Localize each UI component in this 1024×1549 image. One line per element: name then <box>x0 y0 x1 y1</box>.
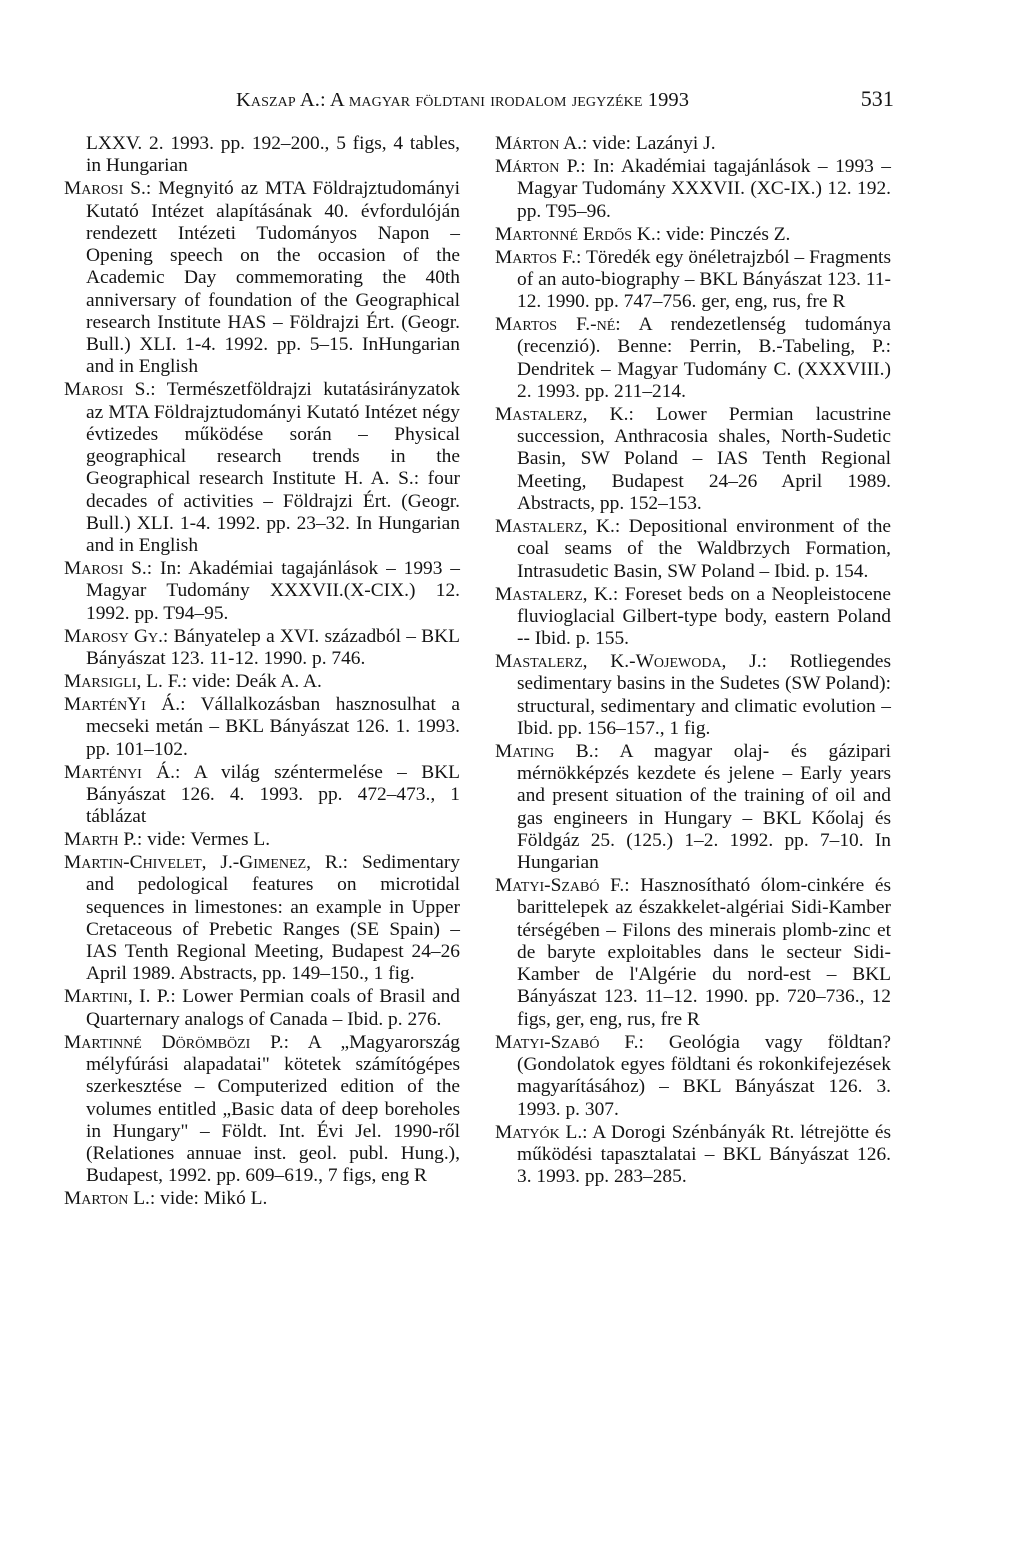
bibliography-entry: Márton P.: In: Akadémiai tagajánlások – 1993 – Magyar Tudomány XXXVII. (XC-IX.) 12. 192. pp. T95–96. <box>495 156 891 222</box>
bibliography-entry: Marosi S.: In: Akadémiai tagajánlások – 1993 – Magyar Tudomány XXXVII.(X-CIX.) 12. 1992. pp. T94–95. <box>64 558 460 624</box>
bibliography-entry: Matyi-Szabó F.: Hasznosítható ólom-cinkére és baritteleрek az északkelet-algériai Sidi-Kamber térségében – Filons des minerais plomb-zinc et de baryte exploitables dans le secteur Sidi-Kamber de l'Algérie du nord-est – BKL Bányászat 123. 11–12. 1990. pp. 720–736., 12 figs, ger, eng, rus, fre R <box>495 875 891 1030</box>
bibliography-entry: Mastalerz, K.: Depositional environment of the coal seams of the Waldbrzych Formation, Intrasudetic Basin, SW Poland – Ibid. p. 154. <box>495 516 891 582</box>
bibliography-entry: Matyók L.: A Dorogi Szénbányák Rt. létrejötte és működési tapasztalatai – BKL Bányászat 126. 3. 1993. pp. 283–285. <box>495 1121 891 1188</box>
bibliography-entry: Martini, I. P.: Lower Permian coals of Brasil and Quarternary analogs of Canada – Ibid. p. 276. <box>64 986 460 1030</box>
bibliography-entry: Martinné Dörömbözi P.: A „Magyarország mélyfúrási alapadatai" kötetek számítógépes szerkesztése – Computerized edition of the volumes entitled „Basic data of deep boreholes in Hungary" – Földt. Int. Évi Jel. 1990-ről (Relationes annuae inst. geol. publ. Hung.), Budapest, 1992. pp. 609–619., 7 figs, eng R <box>64 1031 461 1187</box>
bibliography-entry: Marsigli, L. F.: vide: Deák A. A. <box>64 670 322 692</box>
bibliography-entry: Mastalerz, K.: Foreset beds on a Neopleistocene fluvioglacial Gilbert-type body, eastern Poland -- Ibid. p. 155. <box>495 583 891 650</box>
bibliography-entry: Márton A.: vide: Lazányi J. <box>495 133 716 154</box>
bibliography-entry: Martos F.-né: A rendezetlenség tudománya (recenzió). Benne: Perrin, B.-Tabeling, P.: Dendritek – Magyar Tudomány C. (XXXVIII.) 2. 1993. pp. 211–214. <box>495 314 891 402</box>
bibliography-entry: Matyi-Szabó F.: Geológia vagy földtan? (Gondolatok egyes földtani és rokonkifejezések magyarításához) – BKL Bányászat 126. 3. 1993. p. 307. <box>495 1031 891 1120</box>
bibliography-entry: LXXV. 2. 1993. pp. 192–200., 5 figs, 4 tables, in Hungarian <box>86 133 460 177</box>
running-head <box>64 86 894 112</box>
bibliography-entry: MarténYi Á.: Vállalkozásban hasznosulhat a mecseki metán – BKL Bányászat 126. 1. 1993. pp. 101–102. <box>64 694 460 760</box>
bibliography-entry: Marth P.: vide: Vermes L. <box>64 829 271 851</box>
bibliography-entry: Marosy Gy.: Bányatelep a XVI. századból – BKL Bányászat 123. 11-12. 1990. p. 746. <box>64 625 460 669</box>
bibliography-entry: Mating B.: A magyar olaj- és gázipari mérnökképzés kezdete és jelene – Early years and present situation of the training of oil and gas engineers in Hungary – BKL Kőolaj és Földgáz 25. (125.) 1–2. 1992. pp. 7–10. In Hungarian <box>495 740 891 874</box>
running-title: Kaszap A.: A magyar földtani irodalom jegyzéke 1993 <box>236 89 690 111</box>
bibliography-entry: Mastalerz, K.: Lower Permian lacustrine succession, Anthracosia shales, North-Sudetic Basin, SW Poland – IAS Tenth Regional Meeting, Budapest 24–26 April 1989. Abstracts, pp. 152–153. <box>495 403 891 514</box>
bibliography-entry: Marosi S.: Megnyitó az MTA Földrajztudományi Kutató Intézet alapításának 40. évfordulóján rendezett Intézeti Tudományos Napon – Opening speech on the occasion of the Academic Day commemorating the 40th anniversary of foundation of the Geographical research Institute HAS – Földrajzi Ért. (Geogr. Bull.) XLI. 1-4. 1992. pp. 5–15. InHungarian and in English <box>64 178 460 378</box>
bibliography-entry: Martin-Chivelet, J.-Gimenez, R.: Sedimentary and pedological features on microtidal sequences in limestones: an example in Upper Cretaceous of Prebetic Ranges (SE Spain) – IAS Tenth Regional Meeting, Budapest 24–26 April 1989. Abstracts, pp. 149–150., 1 fig. <box>64 852 460 985</box>
bibliography-entry: Marton L.: vide: Mikó L. <box>64 1188 268 1210</box>
bibliography-entry: Martonné Erdős K.: vide: Pinczés Z. <box>495 223 791 245</box>
right-column <box>495 133 891 1189</box>
bibliography-entry: Martényi Á.: A világ széntermelése – BKL Bányászat 126. 4. 1993. pp. 472–473., 1 táblázat <box>64 761 460 828</box>
bibliography-entry: Martos F.: Töredék egy önéletrajzból – Fragments of an auto-biography – BKL Bányászat 123. 11-12. 1990. pp. 747–756. ger, eng, rus, fre R <box>495 246 891 313</box>
bibliography-entry: Mastalerz, K.-Wojewoda, J.: Rotliegendes sedimentary basins in the Sudetes (SW Poland): structural, sedimentary and climatic evolution – Ibid. pp. 156–157., 1 fig. <box>495 651 891 739</box>
bibliography-entry: Marosi S.: Természetföldrajzi kutatásirányzatok az MTA Földrajztudományi Kutató Intézet négy évtizedes működése során – Physical geographical research trends in the Geographical research Institute H. A. S.: four decades of activities – Földrajzi Ért. (Geogr. Bull.) XLI. 1-4. 1992. pp. 23–32. In Hungarian and in English <box>64 379 460 557</box>
left-column <box>64 133 460 1211</box>
page-number: 531 <box>860 86 894 111</box>
